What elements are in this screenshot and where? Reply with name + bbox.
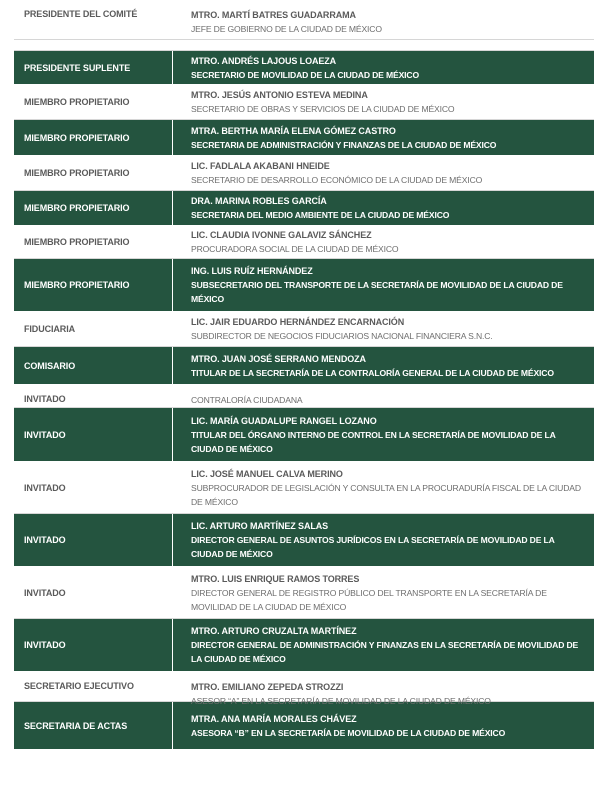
member-info <box>173 569 594 617</box>
member-role: INVITADO <box>24 640 66 650</box>
member-row <box>14 226 594 259</box>
member-role: FIDUCIARIA <box>24 324 75 334</box>
member-info <box>173 225 594 259</box>
member-row <box>14 85 594 120</box>
member-title: SUBDIRECTOR DE NEGOCIOS FIDUCIARIOS NACIONAL FINANCIERA S.N.C. <box>191 331 493 341</box>
member-name: ING. LUIS RUÍZ HERNÁNDEZ <box>191 266 313 276</box>
member-info <box>173 349 594 383</box>
member-name: MTRO. EMILIANO ZEPEDA STROZZI <box>191 682 344 692</box>
member-title: ASESORA “B” EN LA SECRETARÍA DE MOVILIDAD DE LA CIUDAD DE MÉXICO <box>191 727 506 738</box>
member-info <box>173 0 594 39</box>
member-row <box>14 567 594 619</box>
member-row <box>14 0 594 40</box>
member-info <box>173 385 594 410</box>
member-row <box>14 408 594 462</box>
member-row <box>14 672 594 706</box>
member-role: INVITADO <box>24 394 66 404</box>
member-row <box>14 347 594 385</box>
member-title: TITULAR DE LA SECRETARÍA DE LA CONTRALORÍA GENERAL DE LA CIUDAD DE MÉXICO <box>191 367 554 378</box>
member-name: DRA. MARINA ROBLES GARCÍA <box>191 196 327 206</box>
member-title: CONTRALORÍA CIUDADANA <box>191 395 303 405</box>
member-row <box>14 259 594 312</box>
member-name: LIC. MARÍA GUADALUPE RANGEL LOZANO <box>191 415 377 426</box>
member-role: MIEMBRO PROPIETARIO <box>24 132 130 143</box>
member-info <box>173 464 594 512</box>
member-row <box>14 514 594 567</box>
member-info <box>173 156 594 190</box>
member-role: MIEMBRO PROPIETARIO <box>24 168 130 178</box>
member-row <box>14 156 594 191</box>
member-role: INVITADO <box>24 535 66 545</box>
member-name: LIC. JOSÉ MANUEL CALVA MERINO <box>191 468 343 479</box>
member-row <box>14 51 594 85</box>
member-title: SECRETARIO DE OBRAS Y SERVICIOS DE LA CIUDAD DE MÉXICO <box>191 104 455 114</box>
member-role: PRESIDENTE DEL COMITÉ <box>24 9 138 19</box>
member-info <box>173 191 594 225</box>
member-name: MTRO. JUAN JOSÉ SERRANO MENDOZA <box>191 353 366 364</box>
member-title: SUBSECRETARIO DEL TRANSPORTE DE LA SECRETARÍA DE MOVILIDAD DE LA CIUDAD DE MÉXICO <box>191 280 563 304</box>
member-title: SECRETARIO DE MOVILIDAD DE LA CIUDAD DE MÉXICO <box>191 69 420 80</box>
member-row <box>14 702 594 750</box>
member-name: LIC. FADLALA AKABANI HNEIDE <box>191 161 330 171</box>
member-info <box>173 672 594 711</box>
member-title: JEFE DE GOBIERNO DE LA CIUDAD DE MÉXICO <box>191 24 382 34</box>
member-title: SECRETARIA DEL MEDIO AMBIENTE DE LA CIUDAD DE MÉXICO <box>191 210 450 220</box>
member-role: PRESIDENTE SUPLENTE <box>24 62 131 73</box>
member-info <box>173 312 594 346</box>
member-info <box>173 121 594 155</box>
member-role: MIEMBRO PROPIETARIO <box>24 280 130 290</box>
member-info <box>173 85 594 119</box>
member-title: ASESOR “A” EN LA SECRETARÍA DE MOVILIDAD DE LA CIUDAD DE MÉXICO <box>191 696 491 706</box>
member-name: LIC. JAIR EDUARDO HERNÁNDEZ ENCARNACIÓN <box>191 317 405 327</box>
member-role: SECRETARIO EJECUTIVO <box>24 681 134 691</box>
member-role: MIEMBRO PROPIETARIO <box>24 203 130 213</box>
member-name: MTRA. BERTHA MARÍA ELENA GÓMEZ CASTRO <box>191 125 396 136</box>
member-title: DIRECTOR GENERAL DE ASUNTOS JURÍDICOS EN LA SECRETARÍA DE MOVILIDAD DE LA CIUDAD DE MÉXICO <box>191 535 555 559</box>
committee-members-table <box>14 0 594 750</box>
member-name: MTRO. ARTURO CRUZALTA MARTÍNEZ <box>191 626 357 636</box>
member-title: SECRETARIO DE DESARROLLO ECONÓMICO DE LA CIUDAD DE MÉXICO <box>191 175 483 185</box>
member-name: LIC. CLAUDIA IVONNE GALAVIZ SÁNCHEZ <box>191 230 372 240</box>
member-role: MIEMBRO PROPIETARIO <box>24 97 130 107</box>
member-name: MTRA. ANA MARÍA MORALES CHÁVEZ <box>191 713 357 724</box>
member-row <box>14 385 594 408</box>
member-name: MTRO. JESÚS ANTONIO ESTEVA MEDINA <box>191 90 368 100</box>
member-info <box>173 516 594 564</box>
member-role: INVITADO <box>24 482 66 493</box>
member-role: MIEMBRO PROPIETARIO <box>24 237 130 247</box>
member-info <box>173 709 594 743</box>
member-title: DIRECTOR GENERAL DE REGISTRO PÚBLICO DEL TRANSPORTE EN LA SECRETARÍA DE MOVILIDAD DE LA CIUDAD DE MÉXICO <box>191 587 547 612</box>
member-info <box>173 621 594 669</box>
section-spacer <box>14 40 594 51</box>
member-name: MTRO. LUIS ENRIQUE RAMOS TORRES <box>191 573 360 584</box>
member-name: MTRO. MARTÍ BATRES GUADARRAMA <box>191 10 356 20</box>
member-role: INVITADO <box>24 429 66 440</box>
member-role: SECRETARIA DE ACTAS <box>24 720 128 731</box>
member-title: SUBPROCURADOR DE LEGISLACIÓN Y CONSULTA EN LA PROCURADURÍA FISCAL DE LA CIUDAD DE MÉXICO <box>191 482 581 507</box>
member-title: SECRETARIA DE ADMINISTRACIÓN Y FINANZAS DE LA CIUDAD DE MÉXICO <box>191 139 497 150</box>
member-info <box>173 411 594 459</box>
member-title: TITULAR DEL ÓRGANO INTERNO DE CONTROL EN LA SECRETARÍA DE MOVILIDAD DE LA CIUDAD DE MÉXICO <box>191 429 556 454</box>
member-info <box>173 261 594 309</box>
member-row <box>14 619 594 672</box>
member-row <box>14 462 594 514</box>
member-name: LIC. ARTURO MARTÍNEZ SALAS <box>191 521 329 531</box>
member-row <box>14 312 594 347</box>
member-row <box>14 120 594 156</box>
member-name: MTRO. ANDRÉS LAJOUS LOAEZA <box>191 55 337 66</box>
member-info <box>173 51 594 85</box>
member-title: DIRECTOR GENERAL DE ADMINISTRACIÓN Y FINANZAS EN LA SECRETARÍA DE MOVILIDAD DE LA CIUDAD DE MÉXICO <box>191 640 579 664</box>
member-title: PROCURADORA SOCIAL DE LA CIUDAD DE MÉXICO <box>191 244 399 254</box>
member-row <box>14 191 594 226</box>
member-role: INVITADO <box>24 587 66 598</box>
member-role: COMISARIO <box>24 360 76 371</box>
